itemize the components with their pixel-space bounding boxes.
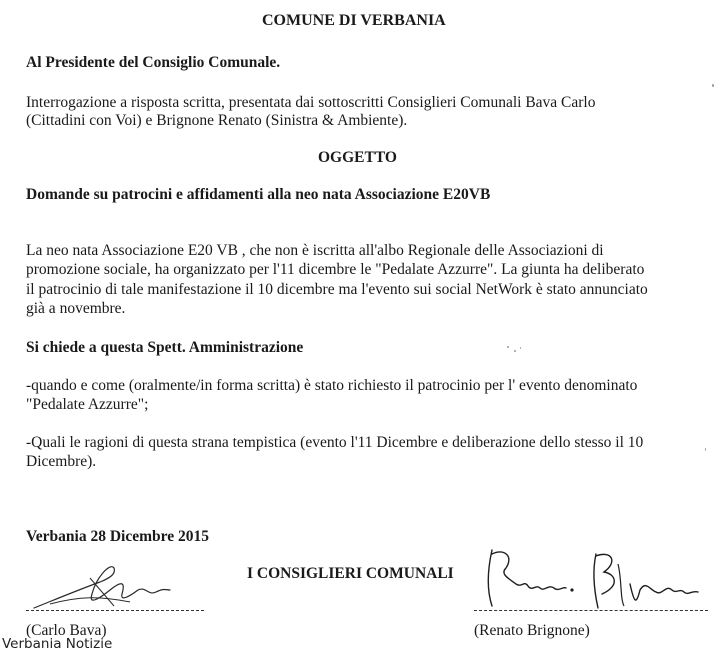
scan-speck — [705, 448, 706, 451]
scan-speck — [712, 84, 714, 87]
body-line-1: La neo nata Associazione E20 VB , che non è iscritta all'albo Regionale delle Associazioni di — [26, 242, 604, 259]
left-signature-line — [26, 610, 204, 611]
body-line-2: promozione sociale, ha organizzato per l'11 dicembre le "Pedalate Azzurre". La giunta ha deliberato — [26, 261, 645, 278]
left-signature-icon — [30, 560, 210, 616]
right-signature-icon — [470, 544, 706, 614]
subject-heading: OGGETTO — [318, 149, 397, 166]
right-signature-line — [474, 610, 708, 611]
signatories-heading: I CONSIGLIERI COMUNALI — [247, 565, 454, 582]
intro-line-1: Interrogazione a risposta scritta, presentata dai sottoscritti Consiglieri Comunali Bava Carlo — [26, 94, 596, 111]
question-2-line-2: Dicembre). — [26, 453, 97, 470]
subject-text: Domande su patrocini e affidamenti alla neo nata Associazione E20VB — [26, 186, 491, 203]
addressee: Al Presidente del Consiglio Comunale. — [26, 54, 281, 71]
right-signatory-name: (Renato Brignone) — [474, 622, 590, 639]
watermark: Verbania Notizie — [2, 636, 113, 652]
request-heading: Si chiede a questa Spett. Amministrazione — [26, 339, 304, 356]
scan-speck — [507, 346, 509, 348]
page-title: COMUNE DI VERBANIA — [262, 12, 446, 29]
place-date: Verbania 28 Dicembre 2015 — [26, 528, 209, 545]
scan-speck — [514, 350, 516, 352]
body-line-3: il patrocinio di tale manifestazione il 10 dicembre ma l'evento sui social NetWork è stato annunciato — [26, 281, 648, 298]
intro-line-2: (Cittadini con Voi) e Brignone Renato (Sinistra & Ambiente). — [26, 112, 408, 129]
question-1-line-1: -quando e come (oralmente/in forma scritta) è stato richiesto il patrocinio per l' evento denominato — [26, 377, 638, 394]
body-line-4: già a novembre. — [26, 300, 126, 317]
left-signatory-name: (Carlo Bava) — [26, 622, 107, 639]
scan-speck — [520, 347, 521, 349]
question-1-line-2: "Pedalate Azzurre"; — [26, 396, 149, 413]
question-2-line-1: -Quali le ragioni di questa strana tempistica (evento l'11 Dicembre e deliberazione dello stesso il 10 — [26, 434, 644, 451]
